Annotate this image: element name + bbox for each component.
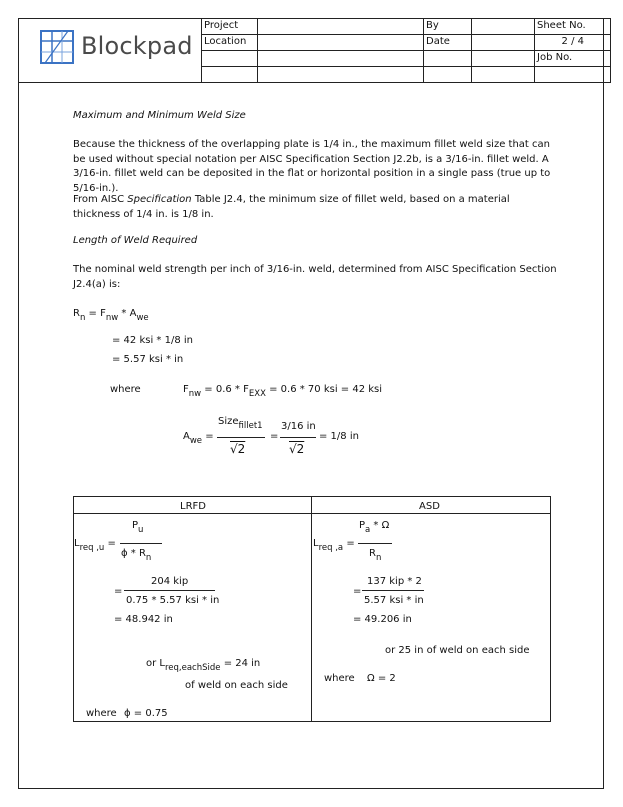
equals: =: [270, 431, 279, 442]
rn-equation: $R_n = F_{nw} * A_{we}$: [73, 308, 149, 323]
lrfd-num: $P_u$: [132, 520, 144, 535]
job-label: Job No.: [535, 51, 611, 67]
asd-den2: 5.57 ksi * in: [364, 595, 424, 606]
title-block: [201, 18, 611, 83]
calc-line: = 42 ksi * 1/8 in: [112, 335, 193, 346]
calc-line: = 5.57 ksi * in: [112, 354, 184, 365]
by-label: By: [424, 19, 472, 35]
equals: =: [353, 586, 362, 597]
awe-result: = 1/8 in: [319, 431, 359, 442]
frac-num: 3/16 in: [281, 421, 316, 432]
section-heading: Length of Weld Required: [73, 235, 198, 246]
lrfd-lhs: $L_{req ,u}$ =: [74, 538, 116, 553]
paragraph: Because the thickness of the overlapping plate is 1/4 in., the maximum fillet weld size that can be used without special notation per AISC Specification Section J2.2b, is a 3/16-in. fillet weld. A 3/16-in. fillet weld can be deposited in the flat or horizontal position in a single pass (true up to 5/16-in.).: [73, 139, 551, 194]
blank-cell: [472, 67, 535, 83]
date-value[interactable]: [472, 35, 535, 51]
location-label: Location: [202, 35, 258, 51]
fraction-bar: [362, 590, 424, 591]
design-table: [73, 496, 551, 722]
date-label: Date: [424, 35, 472, 51]
lrfd-den2: 0.75 * 5.57 ksi * in: [126, 595, 220, 606]
blank-cell: [424, 67, 472, 83]
blank-cell: [202, 51, 258, 67]
fraction-bar: [217, 437, 265, 438]
blockpad-logo-icon: [40, 30, 74, 64]
lrfd-where: where: [86, 708, 117, 719]
blank-cell: [424, 51, 472, 67]
lrfd-num2: 204 kip: [151, 576, 189, 587]
sheet-label: Sheet No.: [535, 19, 611, 35]
lrfd-or-line2: of weld on each side: [185, 680, 288, 691]
asd-where: where: [324, 673, 355, 684]
project-label: Project: [202, 19, 258, 35]
blank-cell: [258, 67, 424, 83]
fraction-bar: [358, 543, 392, 544]
job-value[interactable]: [535, 67, 611, 83]
fraction-bar: [280, 437, 316, 438]
paragraph: From AISC Specification Table J2.4, the minimum size of fillet weld, based on a material thickness of 1/4 in. is 1/8 in.: [73, 194, 510, 220]
asd-omega: Ω = 2: [367, 673, 396, 684]
equals: =: [114, 586, 123, 597]
fraction-bar: [120, 543, 162, 544]
asd-heading: ASD: [419, 501, 440, 512]
blank-cell: [258, 51, 424, 67]
blank-cell: [472, 51, 535, 67]
blank-cell: [202, 67, 258, 83]
location-value[interactable]: [258, 35, 424, 51]
table-divider: [311, 496, 312, 722]
asd-num2: 137 kip * 2: [367, 576, 422, 587]
asd-result: = 49.206 in: [353, 614, 412, 625]
asd-or: or 25 in of weld on each side: [385, 645, 530, 656]
where-label: where: [110, 384, 141, 395]
awe-frac-num: Size$_{fillet1}$: [218, 416, 263, 431]
by-value[interactable]: [472, 19, 535, 35]
asd-lhs: $L_{req ,a}$ =: [313, 538, 355, 553]
awe-lhs: $A_{we}$ =: [183, 431, 214, 446]
asd-num: $P_a$ * Ω: [359, 520, 390, 535]
lrfd-den: ϕ * $R_n$: [121, 548, 152, 563]
section-heading: Maximum and Minimum Weld Size: [73, 110, 246, 121]
project-value[interactable]: [258, 19, 424, 35]
table-header-line: [73, 513, 551, 514]
paragraph: The nominal weld strength per inch of 3/16-in. weld, determined from AISC Specification Section J2.4(a) is:: [73, 264, 557, 290]
awe-frac-den: √2: [230, 442, 246, 456]
lrfd-result: = 48.942 in: [114, 614, 173, 625]
asd-den: $R_n$: [369, 548, 382, 563]
logo-text: Blockpad: [81, 32, 193, 60]
lrfd-heading: LRFD: [180, 501, 206, 512]
frac-den: √2: [289, 442, 305, 456]
lrfd-phi: ϕ = 0.75: [124, 708, 168, 719]
sheet-value: 2 / 4: [535, 35, 611, 51]
lrfd-or: or $L_{req,eachSide} = 24$ in: [146, 658, 261, 673]
fraction-bar: [124, 590, 215, 591]
fnw-definition: $F_{nw} = 0.6 * F_{EXX} = 0.6 * 70$ ksi = 42 ksi: [183, 384, 383, 399]
